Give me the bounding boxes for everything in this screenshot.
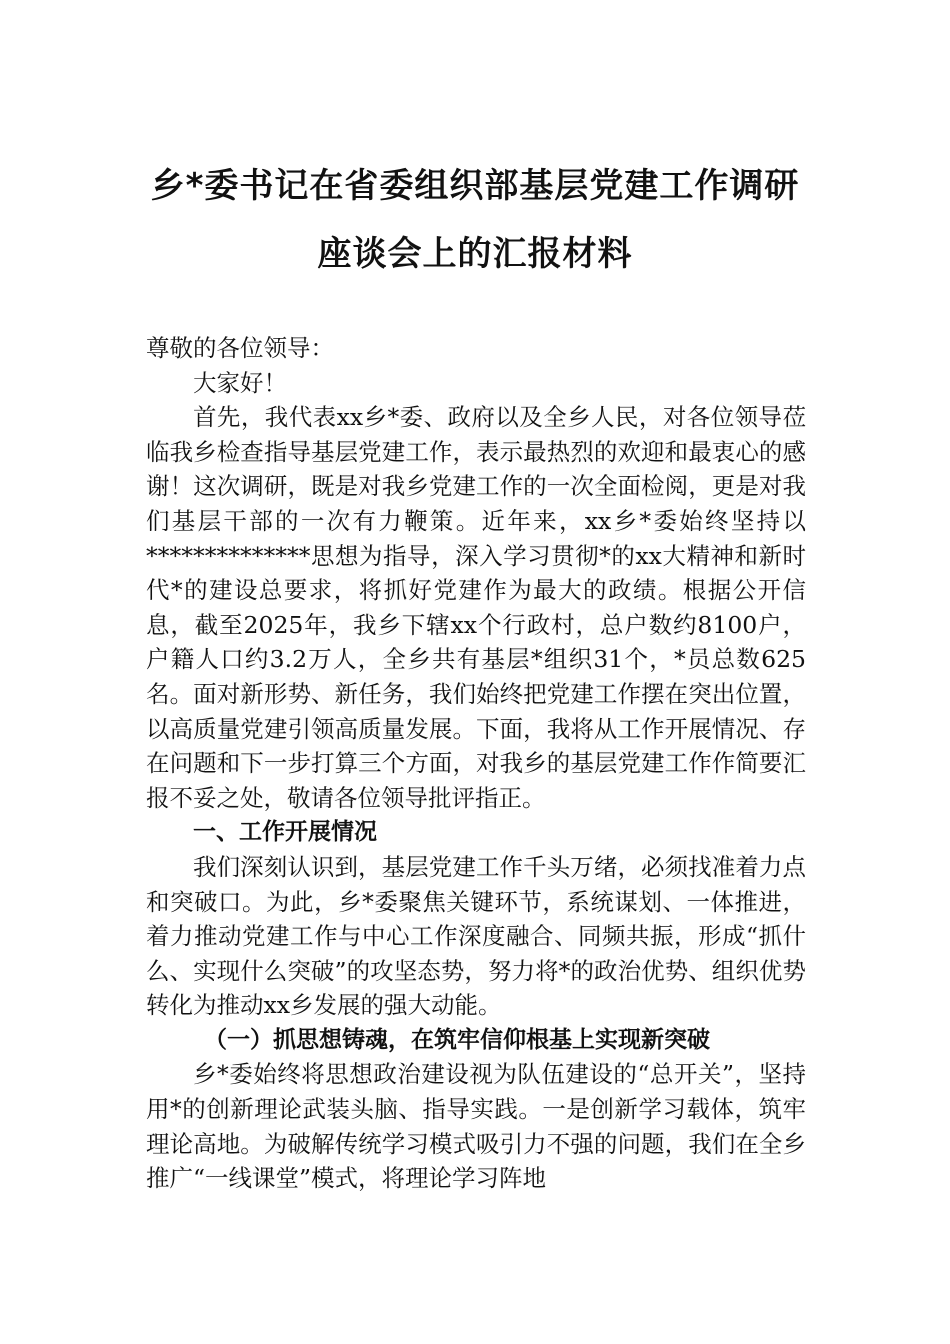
paragraph-subsection-1: 乡*委始终将思想政治建设视为队伍建设的“总开关”，坚持用*的创新理论武装头脑、指导实践。一是创新学习载体，筑牢理论高地。为破解传统学习模式吸引力不强的问题，我们在全乡推广“一线课堂”模式，将理论学习阵地: [146, 1060, 806, 1193]
section-heading-work-progress: 一、工作开展情况: [193, 819, 377, 846]
document-title-line-1: 乡*委书记在省委组织部基层党建工作调研: [150, 166, 800, 206]
paragraph-intro: 首先，我代表xx乡*委、政府以及全乡人民，对各位领导莅临我乡检查指导基层党建工作，表示最热烈的欢迎和最衷心的感谢！这次调研，既是对我乡党建工作的一次全面检阅，更是对我们基层干部的一次有力鞭策。近年来，xx乡*委始终坚持以**************思想为指导，深入学习贯彻*的xx大精神和新时代*的建设总要求，将抓好党建作为最大的政绩。根据公开信息，截至2025年，我乡下辖xx个行政村，总户数约8100户，户籍人口约3.2万人，全乡共有基层*组织31个，*员总数625名。面对新形势、新任务，我们始终把党建工作摆在突出位置，以高质量党建引领高质量发展。下面，我将从工作开展情况、存在问题和下一步打算三个方面，对我乡的基层党建工作作简要汇报不妥之处，敬请各位领导批评指正。: [146, 403, 806, 812]
greeting: 大家好！: [193, 368, 287, 397]
document-body: [146, 331, 806, 1196]
salutation: 尊敬的各位领导：: [146, 334, 334, 362]
document-title-line-2: 座谈会上的汇报材料: [317, 234, 633, 274]
subsection-heading-ideology: （一）抓思想铸魂，在筑牢信仰根基上实现新突破: [204, 1025, 710, 1053]
paragraph-section-1: 我们深刻认识到，基层党建工作千头万绪，必须找准着力点和突破口。为此，乡*委聚焦关键环节，系统谋划、一体推进，着力推动党建工作与中心工作深度融合、同频共振，形成“抓什么、实现什么突破”的攻坚态势，努力将*的政治优势、组织优势转化为推动xx乡发展的强大动能。: [146, 852, 806, 1020]
